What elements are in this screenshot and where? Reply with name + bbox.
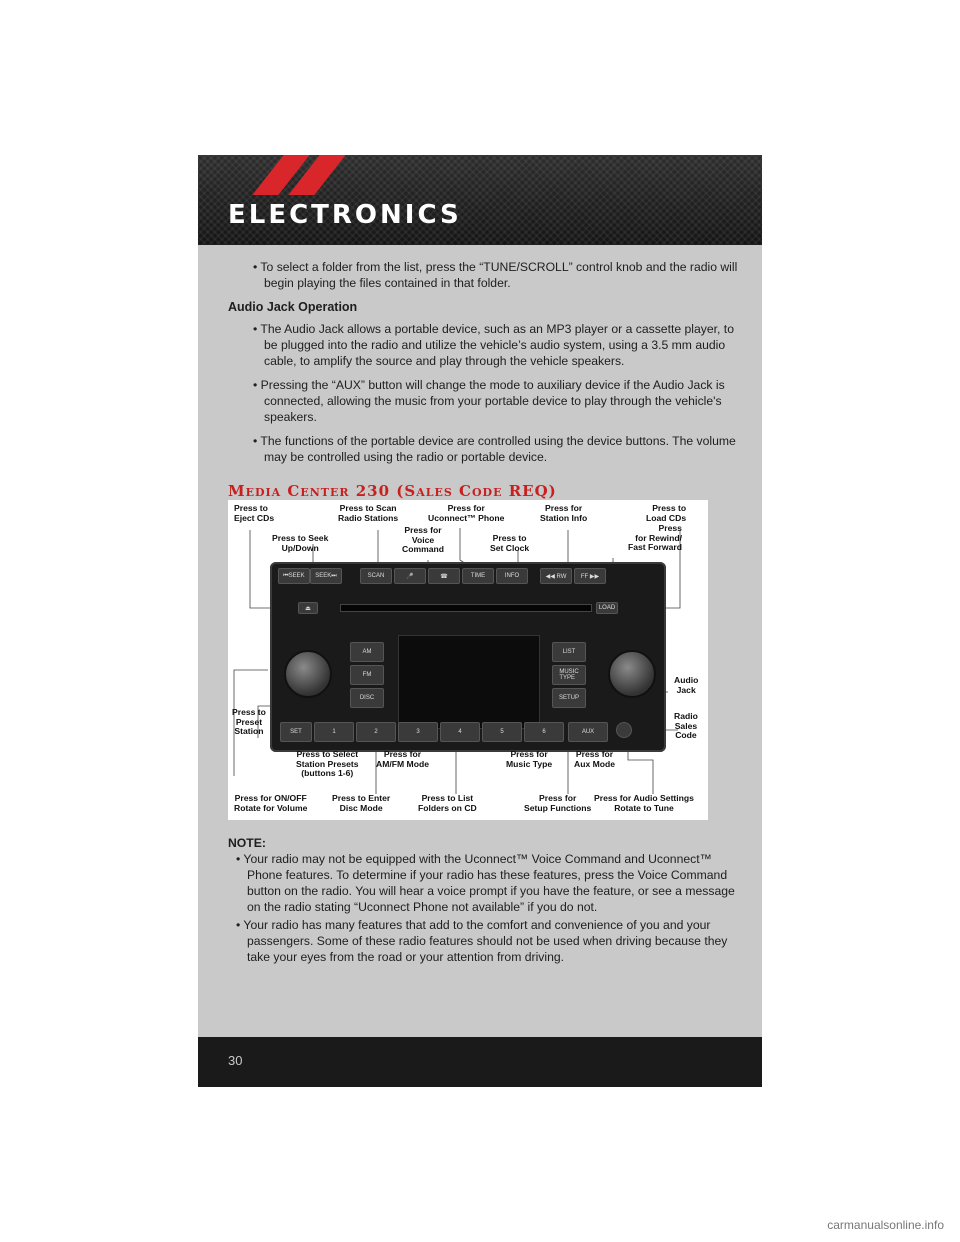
seek-up-button[interactable]: SEEK⏭	[310, 568, 342, 584]
voice-command-button[interactable]	[394, 568, 426, 584]
preset-3-button[interactable]: 3	[398, 722, 438, 742]
preset-2-button[interactable]: 2	[356, 722, 396, 742]
callout-sales-code: Radio Sales Code	[674, 711, 698, 740]
manual-page	[198, 155, 762, 1087]
callout-disc-mode: Press to Enter Disc Mode	[332, 793, 391, 813]
media-center-title: Media Center 230 (Sales Code REQ)	[228, 482, 557, 500]
phone-icon: ☎	[440, 573, 448, 580]
callout-setup: Press for Setup Functions	[524, 793, 592, 813]
callout-rewind: Press for Rewind/ Fast Forward	[628, 523, 682, 552]
eject-button[interactable]	[298, 602, 318, 614]
music-type-button[interactable]: MUSIC TYPE	[552, 665, 586, 685]
aux-button[interactable]: AUX	[568, 722, 608, 742]
cd-slot	[340, 604, 592, 612]
callout-uconnect: Press for Uconnect™ Phone	[428, 503, 505, 523]
audio-jack-heading: Audio Jack Operation	[228, 300, 358, 314]
disc-button[interactable]: DISC	[350, 688, 384, 708]
scan-button[interactable]: SCAN	[360, 568, 392, 584]
callout-audio-settings: Press for Audio Settings Rotate to Tune	[594, 793, 694, 813]
callout-list-folders: Press to List Folders on CD	[418, 793, 477, 813]
callout-on-off: Press for ON/OFF Rotate for Volume	[234, 793, 308, 813]
fast-forward-button[interactable]: FF ▶▶	[574, 568, 606, 584]
callout-select-presets: Press to Select Station Presets (buttons 1-6)	[296, 749, 359, 778]
note-item-1: • Your radio may not be equipped with the Uconnect™ Voice Command and Uconnect™ Phone features. To determine if your radio has these features, press the Voice Command button on the radio. You will hear a voice prompt if you have the feature, or see a message on the radio stating “Uconnect Phone not available” if you do not.	[236, 852, 735, 914]
page-number: 30	[228, 1053, 243, 1068]
bullet-audio-jack-1: • The Audio Jack allows a portable device, such as an MP3 player or a cassette player, to be plugged into the radio and utilize the vehicle’s audio system, using a 3.5 mm audio cable, to amplify the source and play through the vehicle speakers.	[253, 322, 734, 368]
phone-button[interactable]	[428, 568, 460, 584]
fm-button[interactable]: FM	[350, 665, 384, 685]
tune-scroll-knob[interactable]	[608, 650, 656, 698]
preset-5-button[interactable]: 5	[482, 722, 522, 742]
callout-clock: Press to Set Clock	[490, 533, 530, 553]
callout-seek: Press to Seek Up/Down	[272, 533, 329, 553]
note-item-2: • Your radio has many features that add to the comfort and convenience of you and your passengers. Some of these radio features should not be used when driving because they take your eyes from the road or your attention from driving.	[236, 918, 728, 964]
preset-1-button[interactable]: 1	[314, 722, 354, 742]
eject-icon: ⏏	[305, 605, 311, 612]
section-title-electronics: ELECTRONICS	[228, 200, 462, 230]
preset-6-button[interactable]: 6	[524, 722, 564, 742]
site-watermark: carmanualsonline.info	[827, 1218, 944, 1232]
radio-diagram	[228, 500, 708, 820]
volume-knob[interactable]	[284, 650, 332, 698]
bullet-audio-jack-3: • The functions of the portable device are controlled using the device buttons. The volume may be controlled using the radio or portable device.	[253, 434, 736, 464]
time-button[interactable]: TIME	[462, 568, 494, 584]
audio-jack-port[interactable]	[616, 722, 632, 738]
rewind-button[interactable]: ◀◀ RW	[540, 568, 572, 584]
callout-aux-mode: Press for Aux Mode	[574, 749, 616, 769]
preset-4-button[interactable]: 4	[440, 722, 480, 742]
callout-voice: Press for Voice Command	[402, 525, 445, 554]
callout-station-info: Press for Station Info	[540, 503, 588, 523]
voice-icon: 🎤	[406, 573, 414, 580]
note-section	[228, 835, 738, 967]
callout-load: Press to Load CDs	[646, 503, 687, 523]
bullet-select-folder: • To select a folder from the list, press the “TUNE/SCROLL” control knob and the radio will begin playing the files contained in that folder.	[253, 260, 738, 290]
setup-button[interactable]: SETUP	[552, 688, 586, 708]
load-button[interactable]: LOAD	[596, 602, 618, 614]
section-header	[198, 155, 762, 245]
note-label: NOTE:	[228, 836, 266, 850]
callout-music-type: Press for Music Type	[506, 749, 553, 769]
callout-scan: Press to Scan Radio Stations	[338, 503, 399, 523]
info-button[interactable]: INFO	[496, 568, 528, 584]
callout-preset-station: Press to Preset Station	[232, 707, 266, 736]
page-footer	[198, 1037, 762, 1087]
callout-eject: Press to Eject CDs	[234, 503, 275, 523]
body-text	[228, 259, 738, 505]
radio-display	[398, 635, 540, 729]
callout-am-fm: Press for AM/FM Mode	[376, 749, 429, 769]
radio-faceplate	[270, 562, 666, 752]
list-button[interactable]: LIST	[552, 642, 586, 662]
am-button[interactable]: AM	[350, 642, 384, 662]
set-button[interactable]: SET	[280, 722, 312, 742]
bullet-audio-jack-2: • Pressing the “AUX” button will change the mode to auxiliary device if the Audio Jack is connected, allowing the music from your portable device to play through the vehicle's speakers.	[253, 378, 725, 424]
seek-down-button[interactable]: ⏮SEEK	[278, 568, 310, 584]
callout-audio-jack: Audio Jack	[674, 675, 699, 695]
